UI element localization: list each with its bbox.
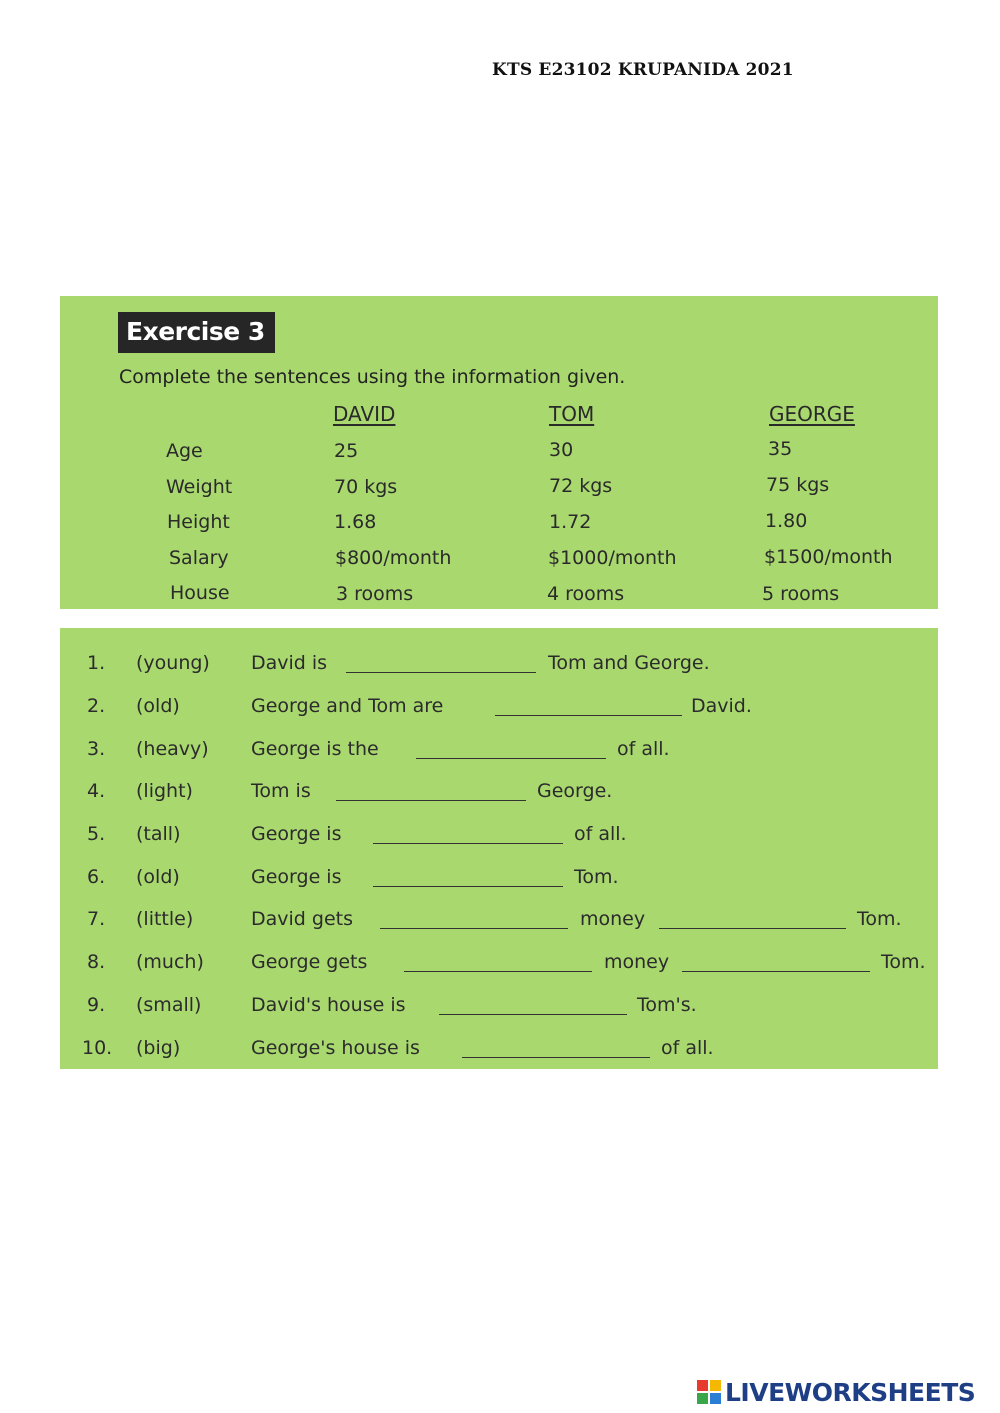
question-text: David is	[251, 652, 328, 674]
row-label-age: Age	[166, 440, 203, 462]
question-text: of all.	[617, 738, 670, 760]
question-number: 4.	[87, 780, 106, 802]
answer-blank[interactable]	[416, 738, 606, 759]
cell-height-george: 1.80	[765, 510, 808, 532]
row-label-height: Height	[167, 511, 230, 533]
cell-salary-tom: $1000/month	[548, 547, 677, 569]
question-cue-word: (young)	[136, 652, 210, 674]
liveworksheets-logo	[697, 1378, 975, 1406]
worksheet-code: KTS E23102 KRUPANIDA 2021	[492, 60, 794, 80]
question-text: of all.	[574, 823, 627, 845]
cell-house-george: 5 rooms	[762, 583, 840, 605]
question-row	[60, 823, 938, 853]
question-row	[60, 866, 938, 896]
logo-square	[710, 1380, 721, 1391]
question-number: 6.	[87, 866, 106, 888]
row-label-house: House	[170, 582, 230, 604]
question-text: George and Tom are	[251, 695, 444, 717]
cell-weight-david: 70 kgs	[334, 476, 398, 498]
questions-panel	[60, 628, 938, 1069]
cell-house-david: 3 rooms	[336, 583, 414, 605]
answer-blank[interactable]	[346, 652, 536, 673]
question-cue-word: (tall)	[136, 823, 181, 845]
question-text: David.	[691, 695, 752, 717]
question-cue-word: (little)	[136, 908, 194, 930]
question-text: money	[604, 951, 670, 973]
question-cue-word: (big)	[136, 1037, 181, 1059]
question-text: Tom is	[251, 780, 311, 802]
exercise-title: Exercise 3	[118, 312, 275, 353]
row-label-weight: Weight	[166, 476, 233, 498]
row-label-salary: Salary	[169, 547, 229, 569]
question-text: George's house is	[251, 1037, 420, 1059]
question-number: 7.	[87, 908, 106, 930]
cell-salary-david: $800/month	[335, 547, 452, 569]
cell-height-tom: 1.72	[549, 511, 592, 533]
logo-squares-icon	[697, 1380, 721, 1404]
info-table-panel	[60, 296, 938, 609]
question-number: 9.	[87, 994, 106, 1016]
cell-salary-george: $1500/month	[764, 546, 893, 568]
question-row	[60, 738, 938, 768]
question-text: Tom.	[881, 951, 926, 973]
cell-weight-tom: 72 kgs	[549, 475, 613, 497]
answer-blank[interactable]	[462, 1037, 650, 1058]
question-number: 5.	[87, 823, 106, 845]
cell-house-tom: 4 rooms	[547, 583, 625, 605]
answer-blank[interactable]	[380, 908, 568, 929]
cell-weight-george: 75 kgs	[766, 474, 830, 496]
cell-height-david: 1.68	[334, 511, 377, 533]
cell-age-tom: 30	[549, 439, 574, 461]
column-header-george: GEORGE	[769, 402, 855, 426]
answer-blank[interactable]	[495, 695, 682, 716]
question-row	[60, 994, 938, 1024]
question-row	[60, 951, 938, 981]
question-row	[60, 908, 938, 938]
question-cue-word: (light)	[136, 780, 193, 802]
question-text: Tom.	[857, 908, 902, 930]
exercise-instruction: Complete the sentences using the information given.	[119, 366, 626, 388]
question-row	[60, 695, 938, 725]
question-number: 1.	[87, 652, 106, 674]
logo-square	[697, 1393, 708, 1404]
question-text: Tom and George.	[548, 652, 710, 674]
question-text: David's house is	[251, 994, 406, 1016]
question-row	[60, 780, 938, 810]
question-text: George gets	[251, 951, 368, 973]
cell-age-george: 35	[768, 438, 793, 460]
question-text: Tom's.	[637, 994, 697, 1016]
question-row	[60, 652, 938, 682]
answer-blank[interactable]	[439, 994, 627, 1015]
question-cue-word: (heavy)	[136, 738, 209, 760]
logo-square	[710, 1393, 721, 1404]
question-text: money	[580, 908, 646, 930]
logo-square	[697, 1380, 708, 1391]
question-row	[60, 1037, 938, 1067]
answer-blank[interactable]	[659, 908, 846, 929]
question-cue-word: (much)	[136, 951, 204, 973]
question-cue-word: (small)	[136, 994, 202, 1016]
question-cue-word: (old)	[136, 866, 180, 888]
question-text: George is	[251, 866, 342, 888]
question-number: 10.	[82, 1037, 113, 1059]
question-number: 8.	[87, 951, 106, 973]
question-cue-word: (old)	[136, 695, 180, 717]
answer-blank[interactable]	[336, 780, 526, 801]
column-header-tom: TOM	[549, 402, 595, 426]
question-text: George is	[251, 823, 342, 845]
question-number: 3.	[87, 738, 106, 760]
brand-name: LIVEWORKSHEETS	[725, 1377, 976, 1407]
answer-blank[interactable]	[373, 866, 563, 887]
question-text: of all.	[661, 1037, 714, 1059]
answer-blank[interactable]	[373, 823, 563, 844]
question-text: George is the	[251, 738, 379, 760]
question-text: David gets	[251, 908, 353, 930]
answer-blank[interactable]	[682, 951, 870, 972]
question-text: George.	[537, 780, 613, 802]
question-text: Tom.	[574, 866, 619, 888]
cell-age-david: 25	[334, 440, 359, 462]
answer-blank[interactable]	[404, 951, 592, 972]
column-header-david: DAVID	[333, 402, 396, 426]
question-number: 2.	[87, 695, 106, 717]
